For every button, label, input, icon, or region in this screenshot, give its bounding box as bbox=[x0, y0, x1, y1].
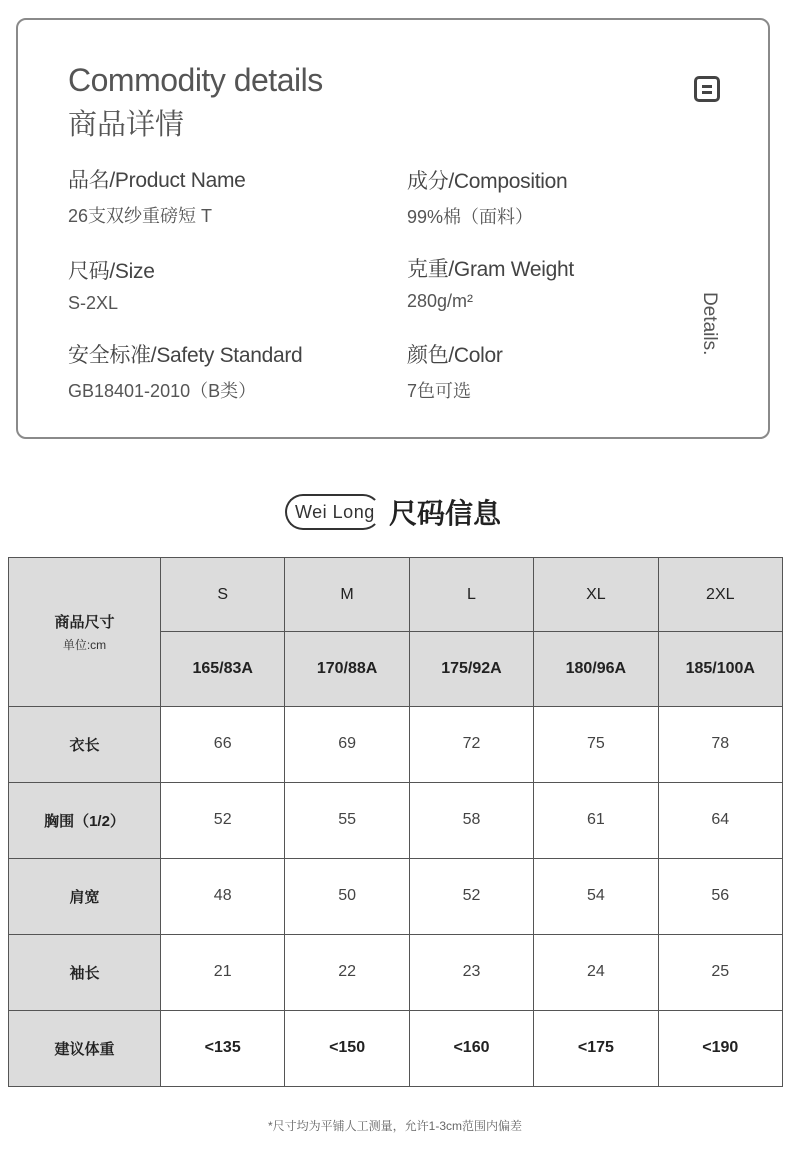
table-row bbox=[9, 1010, 783, 1086]
field-value: GB18401-2010（B类） bbox=[68, 381, 257, 401]
field-safety-standard bbox=[68, 339, 302, 403]
table-cell: 75 bbox=[534, 706, 658, 782]
title-english: Commodity details bbox=[68, 62, 323, 98]
table-cell: <135 bbox=[161, 1010, 285, 1086]
document-icon bbox=[694, 76, 720, 102]
size-header: S bbox=[161, 558, 285, 632]
corner-title: 商品尺寸 bbox=[54, 613, 115, 631]
table-row bbox=[9, 706, 783, 782]
table-corner bbox=[9, 558, 161, 707]
size-table bbox=[8, 557, 783, 1087]
size-header: L bbox=[409, 558, 533, 632]
table-cell: 21 bbox=[161, 934, 285, 1010]
field-color bbox=[407, 339, 503, 403]
field-label: 品名/Product Name bbox=[68, 169, 246, 192]
table-cell: <160 bbox=[409, 1010, 533, 1086]
table-cell: 23 bbox=[409, 934, 533, 1010]
table-cell: 50 bbox=[285, 858, 409, 934]
row-label: 袖长 bbox=[9, 934, 161, 1010]
table-row bbox=[9, 934, 783, 1010]
size-header: 2XL bbox=[658, 558, 782, 632]
size-header: XL bbox=[534, 558, 658, 632]
brand-logo: Wei Long bbox=[285, 494, 381, 530]
table-cell: 61 bbox=[534, 782, 658, 858]
table-cell: 24 bbox=[534, 934, 658, 1010]
field-value: 99%棉（面料） bbox=[407, 207, 534, 227]
field-value: S-2XL bbox=[68, 293, 119, 313]
table-cell: <150 bbox=[285, 1010, 409, 1086]
size-header: M bbox=[285, 558, 409, 632]
field-product-name bbox=[68, 164, 246, 228]
commodity-details-card bbox=[16, 18, 770, 439]
size-header-row bbox=[9, 558, 783, 632]
height-header: 170/88A bbox=[285, 632, 409, 706]
table-cell: 22 bbox=[285, 934, 409, 1010]
table-cell: <190 bbox=[658, 1010, 782, 1086]
row-label: 肩宽 bbox=[9, 858, 161, 934]
table-cell: <175 bbox=[534, 1010, 658, 1086]
field-label: 颜色/Color bbox=[407, 344, 503, 367]
table-cell: 55 bbox=[285, 782, 409, 858]
table-cell: 78 bbox=[658, 706, 782, 782]
field-gram-weight bbox=[407, 253, 574, 312]
height-header: 180/96A bbox=[534, 632, 658, 706]
size-info-title: 尺码信息 bbox=[389, 498, 502, 529]
title-chinese: 商品详情 bbox=[68, 109, 185, 141]
table-cell: 58 bbox=[409, 782, 533, 858]
table-cell: 72 bbox=[409, 706, 533, 782]
table-cell: 66 bbox=[161, 706, 285, 782]
field-label: 安全标准/Safety Standard bbox=[68, 344, 303, 367]
field-size bbox=[68, 255, 155, 314]
table-cell: 54 bbox=[534, 858, 658, 934]
row-label: 胸围（1/2） bbox=[9, 782, 161, 858]
field-value: 280g/m² bbox=[407, 291, 474, 311]
field-composition bbox=[407, 165, 567, 229]
brand-header bbox=[0, 490, 790, 534]
height-header: 185/100A bbox=[658, 632, 782, 706]
field-value: 26支双纱重磅短 T bbox=[68, 206, 213, 226]
table-cell: 52 bbox=[161, 782, 285, 858]
table-cell: 48 bbox=[161, 858, 285, 934]
field-value: 7色可选 bbox=[407, 381, 472, 401]
field-label: 成分/Composition bbox=[407, 170, 568, 193]
table-cell: 69 bbox=[285, 706, 409, 782]
table-cell: 56 bbox=[658, 858, 782, 934]
table-cell: 52 bbox=[409, 858, 533, 934]
field-label: 尺码/Size bbox=[68, 260, 155, 283]
details-side-label: Details. bbox=[699, 292, 720, 356]
table-cell: 25 bbox=[658, 934, 782, 1010]
row-label: 建议体重 bbox=[9, 1010, 161, 1086]
measurement-note: *尺寸均为平铺人工测量，允许1-3cm范围内偏差 bbox=[267, 1119, 522, 1133]
height-header: 165/83A bbox=[161, 632, 285, 706]
row-label: 衣长 bbox=[9, 706, 161, 782]
corner-unit: 单位:cm bbox=[62, 637, 107, 652]
field-label: 克重/Gram Weight bbox=[407, 258, 574, 281]
height-header: 175/92A bbox=[409, 632, 533, 706]
table-row bbox=[9, 858, 783, 934]
table-cell: 64 bbox=[658, 782, 782, 858]
table-row bbox=[9, 782, 783, 858]
